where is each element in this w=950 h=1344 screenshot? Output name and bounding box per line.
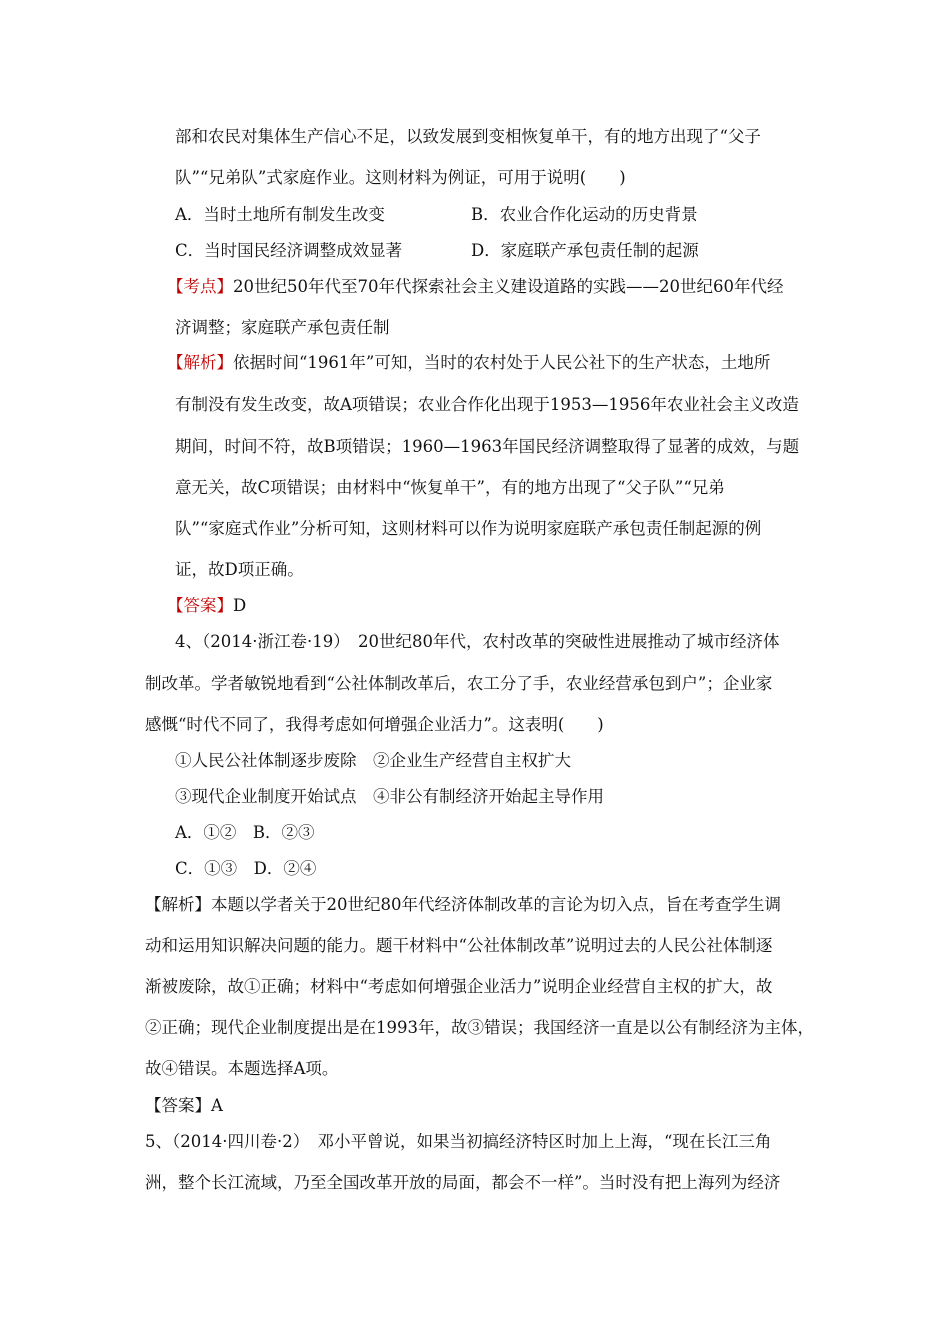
q3-stem-line-2: 队”“兄弟队”式家庭作业。这则材料为例证，可用于说明( ) <box>175 168 626 187</box>
jiexi-tag: 【解析】 <box>167 353 233 372</box>
q4-stem-line-1: 4、（2014·浙江卷·19） 20世纪80年代，农村改革的突破性进展推动了城市经济体 <box>175 632 780 651</box>
q3-option-c: C．当时国民经济调整成效显著 <box>175 241 403 260</box>
q3-option-b: B．农业合作化运动的历史背景 <box>471 205 698 224</box>
q3-option-d: D．家庭联产承包责任制的起源 <box>471 241 699 260</box>
q3-jiexi-line-1 <box>167 352 770 374</box>
q4-items-line-1: ①人民公社体制逐步废除 ②企业生产经营自主权扩大 <box>175 751 571 770</box>
kaodian-tag: 【考点】 <box>167 277 233 296</box>
answer-tag: 【答案】 <box>145 1096 211 1115</box>
jiexi-tag: 【解析】 <box>145 895 211 914</box>
q4-stem-line-3: 感慨“时代不同了，我得考虑如何增强企业活力”。这表明( ) <box>145 715 604 734</box>
jiexi-text: 本题以学者关于20世纪80年代经济体制改革的言论为切入点，旨在考查学生调 <box>211 895 781 914</box>
q4-items-line-2: ③现代企业制度开始试点 ④非公有制经济开始起主导作用 <box>175 787 604 806</box>
answer-tag: 【答案】 <box>167 596 233 615</box>
kaodian-text: 20世纪50年代至70年代探索社会主义建设道路的实践——20世纪60年代经 <box>233 277 784 296</box>
jiexi-text: 依据时间“1961年”可知，当时的农村处于人民公社下的生产状态，土地所 <box>233 353 771 372</box>
q3-jiexi-line-5: 队”“家庭式作业”分析可知，这则材料可以作为说明家庭联产承包责任制起源的例 <box>175 519 762 538</box>
q3-option-a: A．当时土地所有制发生改变 <box>175 205 385 224</box>
q3-jiexi-line-2: 有制没有发生改变，故A项错误；农业合作化出现于1953—1956年农业社会主义改造 <box>175 395 799 414</box>
q5-stem-line-1: 5、（2014·四川卷·2） 邓小平曾说，如果当初搞经济特区时加上上海，“现在长江三角 <box>145 1132 772 1151</box>
q3-kaodian-line-1 <box>167 276 783 298</box>
q4-jiexi-line-3: 渐被废除，故①正确；材料中“考虑如何增强企业活力”说明企业经营自主权的扩大，故 <box>145 977 773 996</box>
q4-options-ab: A．①② B．②③ <box>175 823 315 842</box>
q3-jiexi-line-3: 期间，时间不符，故B项错误；1960—1963年国民经济调整取得了显著的成效，与题 <box>175 437 800 456</box>
q4-answer-line <box>145 1095 223 1117</box>
q4-jiexi-line-2: 动和运用知识解决问题的能力。题干材料中“公社体制改革”说明过去的人民公社体制逐 <box>145 936 773 955</box>
q4-jiexi-line-1 <box>145 894 781 916</box>
q3-jiexi-line-6: 证，故D项正确。 <box>175 560 304 579</box>
answer-value: A <box>211 1096 223 1115</box>
answer-value: D <box>233 596 247 615</box>
q4-jiexi-line-4: ②正确；现代企业制度提出是在1993年，故③错误；我国经济一直是以公有制经济为主体， <box>145 1018 814 1037</box>
q3-kaodian-line-2: 济调整；家庭联产承包责任制 <box>175 318 390 337</box>
q4-options-cd: C．①③ D．②④ <box>175 859 317 878</box>
q4-jiexi-line-5: 故④错误。本题选择A项。 <box>145 1059 339 1078</box>
q5-stem-line-2: 洲，整个长江流域，乃至全国改革开放的局面，都会不一样”。当时没有把上海列为经济 <box>145 1173 781 1192</box>
q4-stem-line-2: 制改革。学者敏锐地看到“公社体制改革后，农工分了手，农业经营承包到户”；企业家 <box>145 674 773 693</box>
q3-jiexi-line-4: 意无关，故C项错误；由材料中“恢复单干”，有的地方出现了“父子队”“兄弟 <box>175 478 725 497</box>
q3-stem-line-1: 部和农民对集体生产信心不足，以致发展到变相恢复单干，有的地方出现了“父子 <box>175 127 761 146</box>
q3-answer-line <box>167 595 246 617</box>
